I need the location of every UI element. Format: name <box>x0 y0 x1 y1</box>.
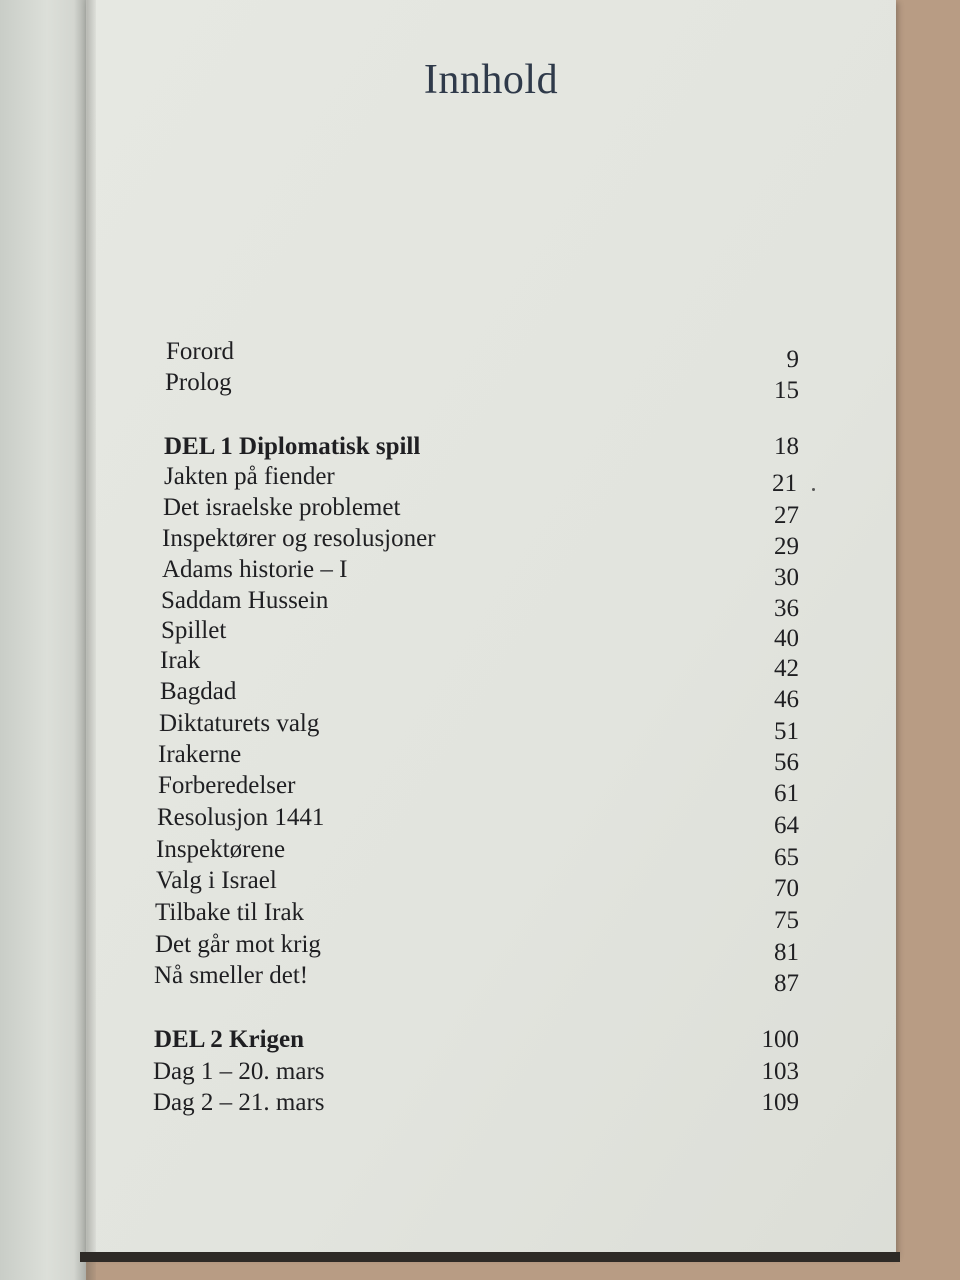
toc-entry-label: Irak <box>160 647 201 674</box>
toc-entry-label: Prolog <box>165 369 232 396</box>
toc-entry-label: Dag 1 – 20. mars <box>153 1058 325 1085</box>
toc-entry-page: 103 <box>761 1058 799 1085</box>
toc-entry <box>153 1089 799 1121</box>
toc-entry <box>160 647 799 682</box>
toc-entry <box>163 494 799 529</box>
toc-entry-page: 65 <box>774 844 799 871</box>
toc-entry-page: 9 <box>786 346 799 373</box>
toc-entry-page: 42 <box>774 655 799 682</box>
toc-entry-label: Bagdad <box>160 678 237 705</box>
toc-entry-label: Irakerne <box>158 741 242 768</box>
toc-entry <box>154 962 799 997</box>
page-bottom-edge <box>80 1252 900 1262</box>
toc-entry <box>156 836 799 871</box>
toc-entry <box>164 463 799 495</box>
toc-entry-page: 36 <box>774 595 799 622</box>
toc-entry-page: 40 <box>774 625 799 652</box>
toc-entry-label: Valg i Israel <box>156 867 277 894</box>
spine-shadow <box>74 0 96 1280</box>
toc-entry-page: 15 <box>774 377 799 404</box>
toc-heading-label: DEL 2 Krigen <box>154 1026 305 1053</box>
toc-entry-label: Inspektører og resolusjoner <box>162 525 436 552</box>
toc-entry-page: 75 <box>774 907 799 934</box>
toc-entry-label: Nå smeller det! <box>154 962 309 989</box>
toc-entry <box>161 587 799 622</box>
toc-entry-label: Det israelske problemet <box>163 494 401 521</box>
toc-entry-label: Jakten på fiender <box>164 463 335 490</box>
toc-entry-page: 87 <box>774 970 799 997</box>
toc-entry-label: Forberedelser <box>158 772 296 799</box>
ink-speck <box>812 488 815 491</box>
toc-entry <box>158 772 799 807</box>
toc-entry-page: 29 <box>774 533 799 560</box>
page-title: Innhold <box>423 57 559 103</box>
toc-part-heading-2 <box>154 1026 799 1058</box>
toc-heading-page: 18 <box>774 433 799 460</box>
toc-entry-page: 30 <box>774 564 799 591</box>
toc-entry-label: Saddam Hussein <box>161 587 329 614</box>
toc-entry-forord <box>166 338 799 373</box>
toc-entry-page: 46 <box>774 686 799 713</box>
toc-entry <box>155 899 799 934</box>
toc-entry <box>160 678 799 713</box>
toc-entry-prolog <box>165 369 799 404</box>
toc-entry-page: 109 <box>761 1089 799 1116</box>
toc-entry-page: 64 <box>774 812 799 839</box>
toc-entry-page: 21 <box>772 470 797 497</box>
toc-entry <box>162 556 799 591</box>
toc-heading-label: DEL 1 Diplomatisk spill <box>164 433 421 460</box>
toc-part-heading-1 <box>164 433 799 465</box>
toc-entry <box>162 525 799 560</box>
toc-entry-page: 81 <box>774 939 799 966</box>
toc-entry-page: 56 <box>774 749 799 776</box>
toc-entry-label: Spillet <box>161 617 227 644</box>
toc-entry <box>157 804 799 839</box>
toc-entry-label: Forord <box>166 338 235 365</box>
toc-entry <box>159 710 799 745</box>
toc-entry-page: 27 <box>774 502 799 529</box>
toc-entry <box>156 867 799 902</box>
toc-entry-page: 61 <box>774 780 799 807</box>
toc-entry-page: 70 <box>774 875 799 902</box>
toc-entry-label: Adams historie – I <box>162 556 348 583</box>
toc-heading-page: 100 <box>761 1026 799 1053</box>
toc-entry-label: Diktaturets valg <box>159 710 320 737</box>
toc-entry-label: Det går mot krig <box>155 931 321 958</box>
toc-entry <box>153 1058 799 1090</box>
toc-entry <box>158 741 799 776</box>
toc-entry-page: 51 <box>774 718 799 745</box>
toc-entry-label: Inspektørene <box>156 836 286 863</box>
toc-entry <box>161 617 799 652</box>
toc-entry <box>155 931 799 966</box>
toc-entry-label: Resolusjon 1441 <box>157 804 325 831</box>
toc-entry-label: Tilbake til Irak <box>155 899 305 926</box>
toc-entry-label: Dag 2 – 21. mars <box>153 1089 325 1116</box>
